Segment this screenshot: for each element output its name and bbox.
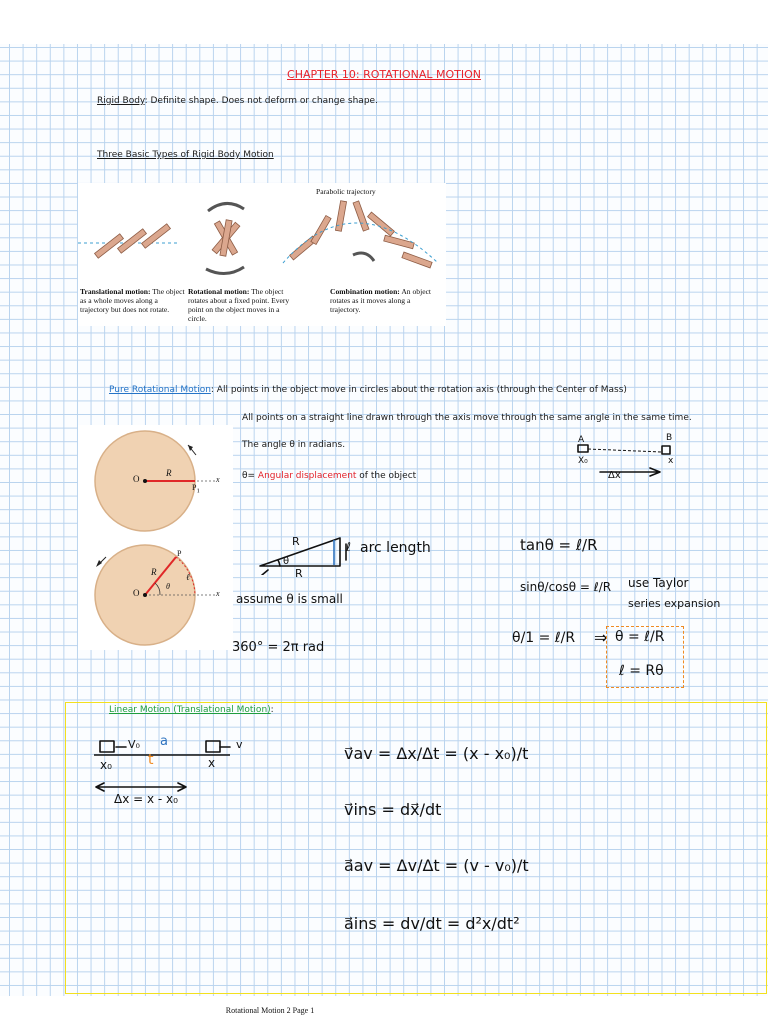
rigid-body-line xyxy=(97,96,378,106)
page-footer: Rotational Motion 2 Page 1 xyxy=(225,1006,315,1015)
arc-label: ℓ xyxy=(186,572,190,582)
point-letter: P xyxy=(192,483,197,492)
point-a-label: A xyxy=(578,435,585,445)
sin-cos-equation: sinθ/cosθ = ℓ/R xyxy=(520,580,612,594)
linear-motion-term: Linear Motion (Translational Motion) xyxy=(109,705,271,715)
point-b-label: B xyxy=(666,433,673,443)
instant-velocity-equation: v⃗ins = dx⃗/dt xyxy=(344,800,442,819)
pure-rotation-line4 xyxy=(242,471,416,481)
pure-rotation-line1 xyxy=(109,385,627,395)
triangle-l: ℓ xyxy=(346,540,351,554)
combination-caption xyxy=(330,287,438,314)
theta-prefix: θ= xyxy=(242,471,258,481)
x-position: x xyxy=(208,756,216,770)
translational-caption xyxy=(80,287,185,314)
triangle-r-top: R xyxy=(292,535,300,548)
translational-title: Translational motion: xyxy=(80,287,151,296)
triangle-r-bottom: R xyxy=(295,567,303,580)
triangle-theta: θ xyxy=(283,556,290,567)
angle-label: θ xyxy=(166,582,170,591)
average-acceleration-equation: a⃗av = Δv/Δt = (v - v₀)/t xyxy=(344,856,529,875)
radius-label-1: R xyxy=(166,468,172,478)
pure-rotation-line3: The angle θ in radians. xyxy=(242,440,346,450)
a-label: a xyxy=(160,734,168,749)
small-angle-triangle xyxy=(256,530,356,575)
rigid-body-term: Rigid Body xyxy=(97,96,145,106)
x0-position: x₀ xyxy=(100,758,112,772)
pure-rotation-term: Pure Rotational Motion xyxy=(109,385,211,395)
axis-label-1: x xyxy=(216,475,220,484)
taylor-note-2: series expansion xyxy=(628,597,721,610)
t-label: t xyxy=(148,752,154,768)
rotational-text: The object rotates about a fixed point. Every point on the object moves in a circle. xyxy=(188,287,290,323)
linear-motion-colon: : xyxy=(270,705,274,715)
ratio-equation: θ/1 = ℓ/R xyxy=(512,630,576,646)
combination-title: Combination motion: xyxy=(330,287,400,296)
delta-x-label: Δx xyxy=(608,470,621,481)
x-label: x xyxy=(668,456,674,466)
combination-text: An object rotates as it moves along a trajectory. xyxy=(330,287,432,314)
pure-rotation-line2: All points on a straight line drawn through the axis move through the same angle in the same time. xyxy=(242,413,692,423)
x0-label: X₀ xyxy=(578,456,588,466)
point-label-1 xyxy=(192,483,200,496)
axis-label-2: x xyxy=(216,589,220,598)
instant-acceleration-equation: a⃗ins = dv/dt = d²x/dt² xyxy=(344,914,520,933)
assume-small-note: assume θ is small xyxy=(236,592,343,606)
parabolic-label: Parabolic trajectory xyxy=(316,187,376,196)
boxed-theta-equation: θ = ℓ/R xyxy=(615,629,665,645)
point-subscript: 1 xyxy=(196,487,200,495)
result-box xyxy=(606,626,684,688)
delta-x-definition: Δx = x - x₀ xyxy=(114,792,178,806)
taylor-note-1: use Taylor xyxy=(628,576,689,590)
arc-length-note: arc length xyxy=(360,540,431,556)
point-label-2: P xyxy=(177,549,182,558)
basic-types-heading: Three Basic Types of Rigid Body Motion xyxy=(97,150,274,160)
rotational-caption xyxy=(188,287,300,323)
page-title: CHAPTER 10: ROTATIONAL MOTION xyxy=(287,68,481,81)
circle-diagrams xyxy=(78,425,233,650)
theta-suffix: of the object xyxy=(356,471,417,481)
pure-rotation-text: : All points in the object move in circles about the rotation axis (through the Center of Mass) xyxy=(210,385,627,395)
circle-figures xyxy=(78,425,233,650)
origin-label-2: O xyxy=(133,588,140,598)
average-velocity-equation: v⃗av = Δx/Δt = (x - x₀)/t xyxy=(344,744,529,763)
v-label: v xyxy=(236,738,243,751)
rigid-body-definition: : Definite shape. Does not deform or change shape. xyxy=(144,96,378,106)
boxed-arc-equation: ℓ = Rθ xyxy=(619,663,664,679)
degree-conversion: 360° = 2π rad xyxy=(232,640,325,655)
radius-label-2: R xyxy=(151,567,157,577)
implies-arrow: ⇒ xyxy=(594,628,608,647)
translational-text: The object as a whole moves along a trajectory but does not rotate. xyxy=(80,287,185,314)
rigid-body-motion-figure xyxy=(78,183,446,326)
angular-displacement-term: Angular displacement xyxy=(257,471,357,481)
v0-label: V₀ xyxy=(128,738,140,751)
origin-label-1: O xyxy=(133,474,140,484)
tan-equation: tanθ = ℓ/R xyxy=(520,536,598,554)
linear-motion-heading xyxy=(109,705,274,715)
rotational-title: Rotational motion: xyxy=(188,287,250,296)
